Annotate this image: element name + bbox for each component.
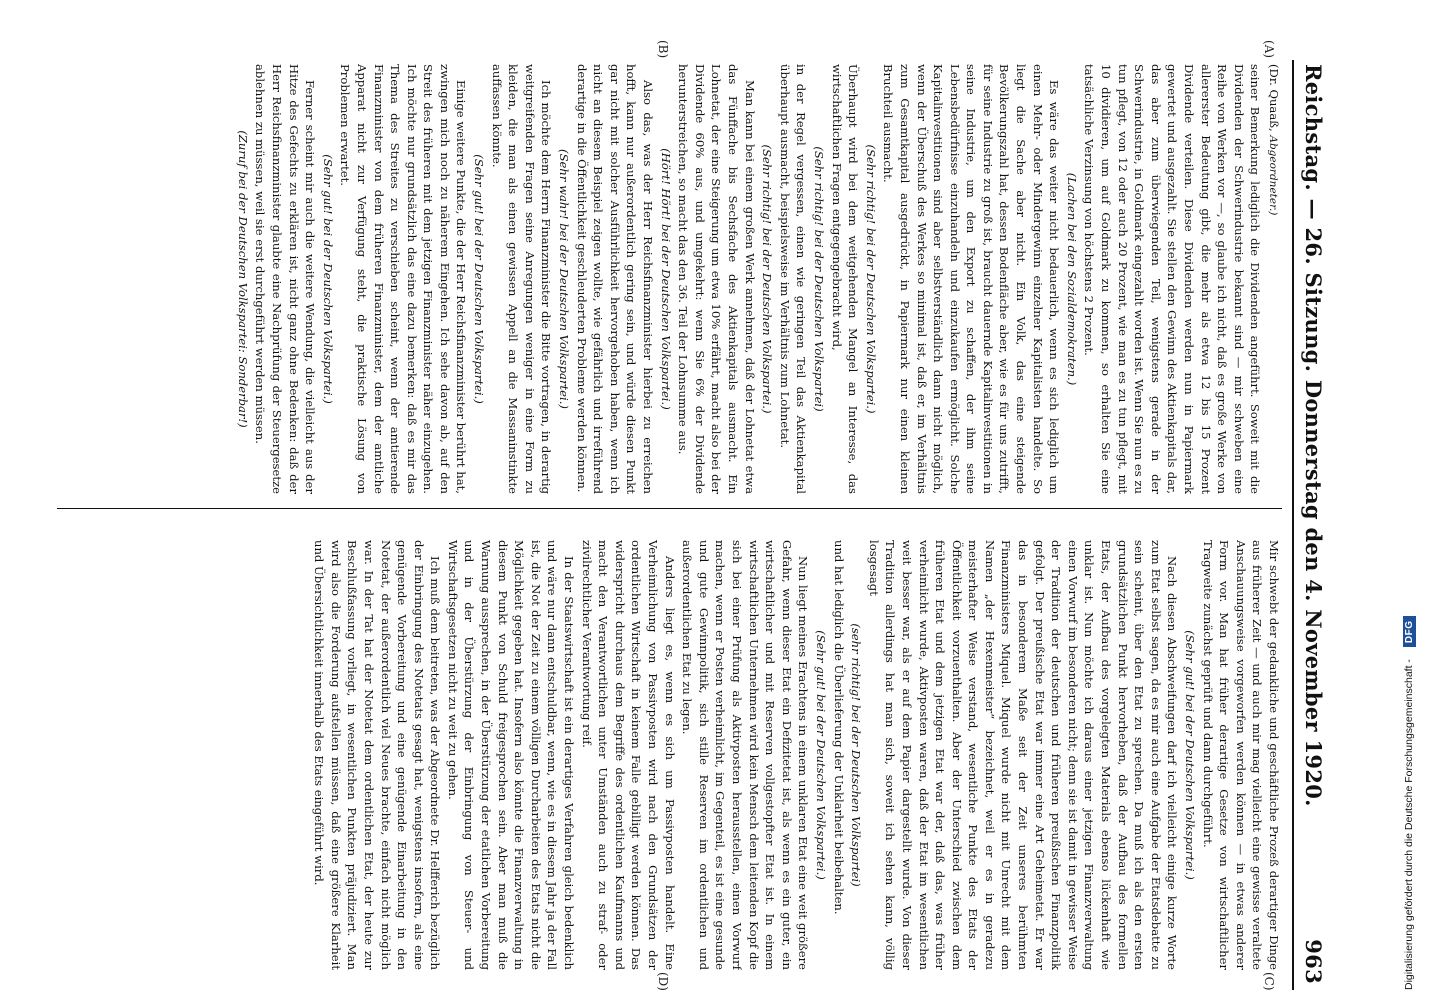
- interjection: (Sehr wahr! bei der Deutschen Volkspartei.): [557, 149, 572, 409]
- paragraph: Mir schwebt der gedankliche und geschäftliche Prozeß derartiger Dinge aus früherer Zeit — und auch mir mag vielleicht eine gewisse veraltete Anschauungsweise vorgeworfen werden können — in etwas anderer Form vor. Man hat früher derartige Gesetze von wirtschaftlicher Tragweite zunächst geprüft und dann durchgeführt.: [1200, 540, 1281, 970]
- paragraph: Ich muß dem beitreten, was der Abgeordnete Dr. Helfferich bezüglich der Einbringung des Notetats gesagt hat, wenigstens insofern, als eine genügende Vorbereitung und eine genügende Einarbeitung in den Notetat, der außerordentlich viel Neues brachte, einfach nicht möglich war. In der Tat hat der Notetat dem ordentlichen Etat, der heute zur Beschlußfassung vorliegt, in wesentlichen Punkten präjudiziert. Man wird also die Forderung aufstellen müssen, daß eine größere Klarheit und Übersichtlichkeit innerhalb des Etats eingeführt wird.: [312, 540, 443, 970]
- paragraph: Nun liegt meines Erachtens in einem unklaren Etat eine weit größere Gefahr, wenn dieser Etat ein Defizitetat ist, als wenn es ein guter, ein wirtschaftlicher und mit Reserven vollgestopfter Etat ist. In einem wirtschaftlichen Unternehmen wird kein Mensch dem leitenden Kopf die sich bei einer Prüfung als Aktivposten herausstellen, einen Vorwurf machen, wenn er Posten verheimlicht, im Gegenteil, es ist eine gesunde und gute Gewinnpolitik, sich stille Reserven im ordentlichen und außerordentlichen Etat zu legen.: [680, 540, 811, 970]
- margin-letter-c: (C): [1262, 972, 1276, 991]
- interjection: (sehr richtig! bei der Deutschen Volkspartei): [849, 623, 864, 887]
- interjection: (Lachen bei den Sozialdemokraten.): [1064, 172, 1079, 386]
- interjection: (Sehr gut! bei der Deutschen Volkspartei.): [472, 154, 487, 404]
- margin-letter-b: (B): [656, 40, 670, 59]
- paragraph: Also das, was der Herr Reichsfinanzminister hierbei zu erreichen hofft, kann nur außerordentlich gering sein, und würde diesen Punkt gar nicht mit solcher Ausführlichkeit hervorgehoben haben, wenn ich nicht an diesem Beispiel zeigen wollte, wie gefährlich und irreführend derartige in die Öffentlichkeit geschleuderten Probleme werden können.: [574, 64, 656, 494]
- interjection: (Sehr gut! bei der Deutschen Volkspartei.): [813, 630, 828, 880]
- margin-letter-d: (D): [656, 972, 670, 991]
- paragraph: Ich möchte dem Herrn Finanzminister die Bitte vortragen, in derartig weitgreifenden Fragen seine Anregungen weniger in eine Form zu kleiden, die man als einen gewissen Appell an die Massaninstinkte auffassen könnte.: [489, 64, 554, 494]
- interjection: (Zuruf bei der Deutschen Volkspartei: Sonderbar!): [235, 130, 250, 428]
- right-column: [57, 540, 1282, 970]
- interjection: (Sehr richtig! bei der Deutschen Volkspartei.): [863, 144, 878, 414]
- left-column-body: [234, 64, 1263, 494]
- running-head: Reichstag. — 26. Sitzung. Donnerstag den 4. November 1920.: [1301, 64, 1327, 807]
- left-column: [57, 64, 1282, 494]
- page-header: [1296, 64, 1332, 984]
- header-rule: [1292, 60, 1294, 990]
- document-page: [30, 0, 1360, 1000]
- margin-letter-a: (A): [1262, 40, 1276, 59]
- paragraph: Es wäre das weiter nicht bedauerlich, wenn es sich lediglich um einen Mehr- oder Mindergewinn einzelner Kapitalisten handelte. So liegt die Sache aber nicht. Ein Volk, das eine steigende Bevölkerungszahl hat, dessen Bodenfläche aber, wie es für uns zutrifft, für seine Industrie zu groß ist, braucht dauernde Kapitalinvestitionen in seine Industrie, um den Export zu schaffen, der ihm seine Lebensbedürfnisse einzuhandeln und einzukaufen ermöglicht. Solche Kapitalinvestitionen sind aber selbstverständlich dann nicht möglich, wenn der Überschuß des Werkes so minimal ist, daß er, im Verhältnis zum Gesamtkapital ausgedrückt, in Papiermark nur einen kleinen Bruchteil ausmacht.: [881, 64, 1062, 494]
- paragraph: Überhaupt wird bei dem weitgehenden Mangel an Interesse, das wirtschaftlichen Fragen entgegengebracht wird,: [829, 64, 861, 494]
- digitization-note: [1384, 0, 1434, 1000]
- paragraph: und hat lediglich die Überlieferung der Unklarheit beibehalten.: [831, 540, 846, 915]
- dfg-logo: DFG: [1403, 616, 1416, 647]
- paragraph: Anders liegt es, wenn es sich um Passivposten handelt. Eine Verheimlichung von Passivposten wird nach den Grundsätzen der ordentlichen Wirtschaft in keinem Falle gebilligt werden können. Das widerspricht durchaus dem Begriffe des ordentlichen Kaufmanns und macht den Verantwortlichen unter Umständen auch zu straf- oder zivilrechtlicher Verantwortung reif.: [579, 540, 677, 970]
- speaker-name: (Dr. Quaaß,: [1267, 64, 1281, 132]
- speaker-line: [1264, 64, 1282, 494]
- interjection: (Sehr gut! bei der Deutschen Volkspartei.): [1183, 630, 1198, 880]
- interjection: (Sehr gut! bei der Deutschen Volkspartei.): [320, 154, 335, 404]
- paragraph: Ferner scheint mir auch die weitere Wendung, die vielleicht aus der Hitze des Gefechts zu erklären ist, nicht ganz ohne Bedenken: daß der Herr Reichsfinanzminister glaubte eine Nachprüfung der Steuergesetze ablehnen zu müssen, weil sie erst durchgeführt werden müssen.: [253, 64, 318, 494]
- paragraph: in der Regel vergessen, einen wie geringen Teil das Aktienkapital überhaupt ausmacht, beispielsweise im Verhältnis zum Lohnetat.: [777, 64, 809, 494]
- paragraph: seiner Bemerkung lediglich die Dividenden angeführt. Soweit mit die Dividenden der Schwerindustrie bekannt sind — mir schweben eine Reihe von Werken vor —, so glaube ich nicht, daß es große Werke von allererster Bedeutung gibt, die mehr als etwa 12 bis 15 Prozent Dividende verteilen. Diese Dividenden werden nun in Papiermark gewertet und ausgezahlt. Sie stellen den Gewinn des Aktienkapitals dar, das aber zum überwiegenden Teil, wenigstens gerade in der Schwerindustrie, in Goldmark eingezahlt worden ist. Wenn Sie nun es zu tun pflegt, von 12 oder auch 20 Prozent, wie man es zu tun pflegt, mit 10 dividieren, um auf Goldmark zu kommen, so erhalten Sie eine tatsächliche Verzinsung von höchstens 2 Prozent.: [1082, 64, 1263, 494]
- column-divider: [57, 508, 1282, 509]
- paragraph: Man kann bei einem großen Werk annehmen, daß der Lohnetat etwa das Fünffache bis Sechsfache des Aktienkapitals ausmacht. Ein Lohnetat, der eine Steigerung um etwa 10% erfährt, macht also bei der Dividende 60% aus, und umgekehrt: wenn Sie 6% der Dividende herunterstreichen, so macht das den 36. Teil der Lohnsumme aus.: [676, 64, 757, 494]
- digitization-note-inner: [1394, 0, 1424, 990]
- right-column-body: [311, 540, 1282, 970]
- interjection: (Hört! Hört! bei der Deutschen Volkspartei.): [658, 148, 673, 410]
- paragraph: In der Staatswirtschaft ist ein derartiges Verfahren gleich bedenklich und wäre nur dann entschuldbar, wenn, wie es in diesem Jahr ja der Fall ist, die Not der Zeit zu einem völligen Durcharbeiten des Etats nicht die Möglichkeit gegeben hat. Insofern also könnte die Finanzverwaltung in diesem Punkt von Schuld freigesprochen sein. Aber man muß die Warnung aussprechen, in der Überstürzung der etatlichen Vorbereitung und in der Überstürzung der Einbringung von Steuer- und Wirtschaftsgesetzen nicht zu weit zu gehen.: [445, 540, 577, 970]
- interjection: (Sehr richtig! bei der Deutschen Volkspartei.): [760, 144, 775, 414]
- paragraph: Nach diesen Abschweifungen darf ich vielleicht einige kurze Worte zum Etat selbst sagen, da es mir auch eine Aufgabe der Etatsdebatte zu sein scheint, über den Etat zu sprechen. Da muß ich als den ersten grundsätzlichen Punkt hervorheben, daß der Aufbau des formellen Etats, der Aufbau des vorgelegten Materials ebenso lückenhaft wie unklar ist. Nun möchte ich daraus einer jetzigen Finanzverwaltung einen Vorwurf im besonderen nicht; denn sie ist damit in gewisser Weise der Tradition der deutschen und früheren preußischen Finanzpolitik gefolgt. Der preußische Etat war immer eine Art Geheimetat. Er war das in besonderem Maße seit der Zeit unseres berühmten Finanzministers Miquel. Miquel wurde nicht mit Unrecht mit dem Namen „der Hexenmeister“ bezeichnet, weil er es in geradezu meisterhafter Weise verstand, wesentliche Punkte des Etats der Öffentlichkeit vorzuenthalten. Aber der Unterschied zwischen dem früheren Etat und dem jetzigen Etat war der, daß das, was früher verheimlicht wurde, Aktivposten waren, daß der Etat im wesentlichen weit besser war, als er auf dem Papier dargestellt wurde. Von dieser Tradition allerdings hat man sich, soweit ich sehen kann, völlig losgesagt: [866, 540, 1180, 970]
- interjection: (Sehr richtig! bei der Deutschen Volkspartei): [811, 146, 826, 412]
- digitization-note-text: Digitalisierung gefördert durch die Deutsche Forschungsgemeinschaft -: [1403, 659, 1415, 990]
- paragraph: Einige weitere Punkte, die der Herr Reichsfinanzminister berührt hat, zwingen mich noch zu näherem Eingehen. Ich sehe davon ab, auf den Streit des früheren mit dem jetzigen Finanzminister näher einzugehen. Ich möchte nur grundsätzlich das eine dazu bemerken: daß es mir das Thema des Streites zu verschieben scheint, wenn der amtierende Finanzminister von dem früheren Finanzminister, dem der amtliche Apparat nicht zur Verfügung steht, die praktische Lösung von Problemen erwartet.: [338, 64, 469, 494]
- speaker-role: Abgeordneter.): [1267, 135, 1279, 216]
- page-number: 963: [1301, 939, 1327, 984]
